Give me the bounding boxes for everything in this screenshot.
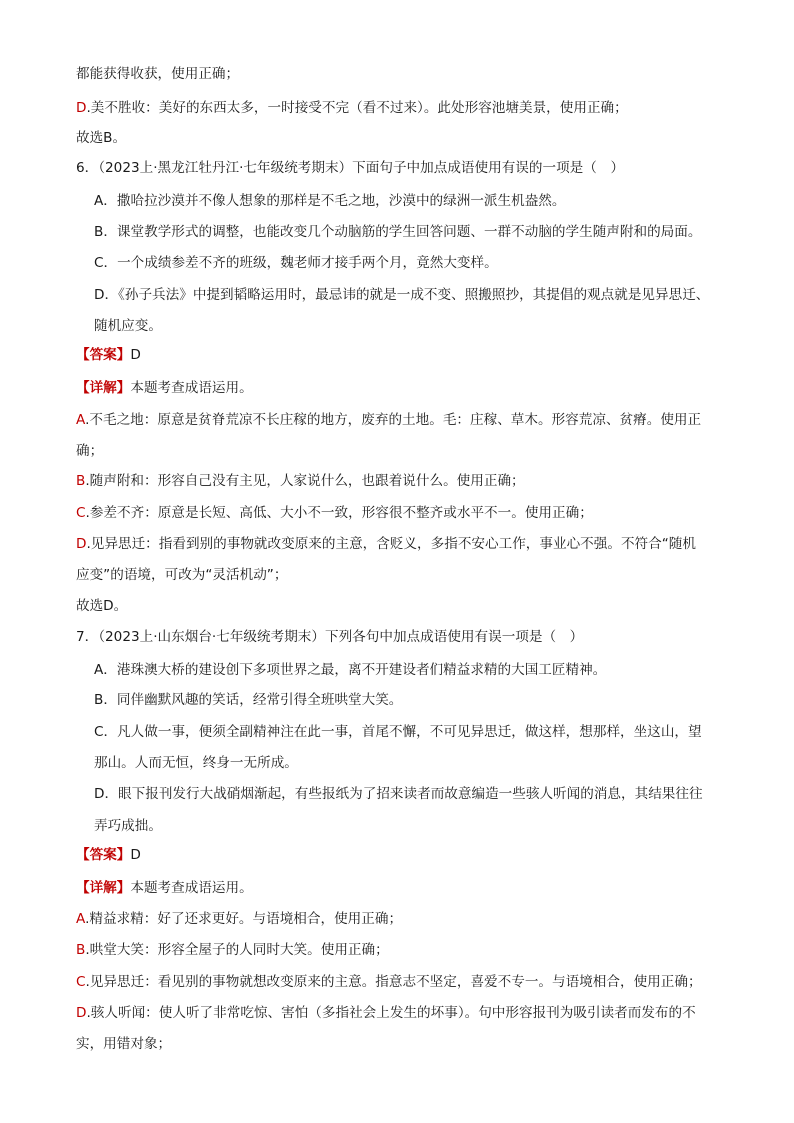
text-line: D.见异思迁：指看到别的事物就改变原来的主意，含贬义，多指不安心工作，事业心不强。不符合“随机 <box>76 536 696 552</box>
option-letter: D <box>76 100 87 116</box>
text-line: 故选D。 <box>76 598 128 614</box>
text-line: 确； <box>76 443 104 459</box>
question-7-stem: 7．（2023上·山东烟台·七年级统考期末）下列各句中加点成语使用有误一项是（ ） <box>76 629 584 645</box>
text-line: C.参差不齐：原意是长短、高低、大小不一致，形容很不整齐或水平不一。使用正确； <box>76 505 593 521</box>
text-line: 实，用错对象； <box>76 1036 172 1052</box>
question-6-option-d: D．《孙子兵法》中提到韬略运用时，最忌讳的就是一成不变、照搬照抄，其提倡的观点就是见异思迁、 <box>94 287 710 303</box>
option-letter: A <box>76 412 86 428</box>
question-7-option-a: A．港珠澳大桥的建设创下多项世界之最，离不开建设者们精益求精的大国工匠精神。 <box>94 662 607 678</box>
answer-line <box>76 345 141 365</box>
text-line: B.哄堂大笑：形容全屋子的人同时大笑。使用正确； <box>76 942 389 958</box>
text-line: 应变”的语境，可改为“灵活机动”； <box>76 567 288 583</box>
option-letter: D <box>76 1005 87 1021</box>
question-7-option-b: B．同伴幽默风趣的笑话，经常引得全班哄堂大笑。 <box>94 692 403 708</box>
answer-label: 【答案】 <box>76 847 131 863</box>
text-line: B.随声附和：形容自己没有主见，人家说什么，也跟着说什么。使用正确； <box>76 473 525 489</box>
answer-line <box>76 845 141 865</box>
question-6-option-b: B．课堂教学形式的调整，也能改变几个动脑筋的学生回答问题、一群不动脑的学生随声附和的局面。 <box>94 224 702 240</box>
option-letter: B <box>76 473 86 489</box>
option-letter: D <box>76 536 87 552</box>
text-line: D.美不胜收：美好的东西太多，一时接受不完（看不过来）。此处形容池塘美景，使用正确； <box>76 100 628 116</box>
question-7-option-c-cont: 那山。人而无恒，终身一无所成。 <box>94 755 298 771</box>
option-letter: B <box>76 942 86 958</box>
answer-value: D <box>130 847 141 863</box>
question-6-option-a: A．撒哈拉沙漠并不像人想象的那样是不毛之地，沙漠中的绿洲一派生机盎然。 <box>94 193 566 209</box>
answer-label: 【答案】 <box>76 347 131 363</box>
question-6-stem: 6．（2023上·黑龙江牡丹江·七年级统考期末）下面句子中加点成语使用有误的一项是（ ） <box>76 160 625 176</box>
question-7-option-d-cont: 弄巧成拙。 <box>94 818 162 834</box>
option-letter: A <box>76 911 86 927</box>
detail-line <box>76 878 253 898</box>
text-line: A.不毛之地：原意是贫脊荒凉不长庄稼的地方，废弃的土地。毛：庄稼、草木。形容荒凉、贫瘠。使用正 <box>76 412 702 428</box>
answer-value: D <box>130 347 141 363</box>
option-letter: C <box>76 505 86 521</box>
question-7-option-d: D．眼下报刊发行大战硝烟渐起，有些报纸为了招来读者而故意编造一些骇人听闻的消息，其结果往往 <box>94 786 703 802</box>
text-line: D.骇人听闻：使人听了非常吃惊、害怕（多指社会上发生的坏事）。句中形容报刊为吸引读者而发布的不 <box>76 1005 696 1021</box>
option-letter: C <box>76 974 86 990</box>
text-line: 故选B。 <box>76 130 127 146</box>
question-7-option-c: C．凡人做一事，便须全副精神注在此一事，首尾不懈，不可见异思迁，做这样，想那样，坐这山，望 <box>94 724 702 740</box>
detail-text: 本题考查成语运用。 <box>130 380 253 396</box>
detail-label: 【详解】 <box>76 880 131 896</box>
detail-text: 本题考查成语运用。 <box>130 880 253 896</box>
text-line: C.见异思迁：看见别的事物就想改变原来的主意。指意志不坚定，喜爱不专一。与语境相合，使用正确； <box>76 974 702 990</box>
question-6-option-d-cont: 随机应变。 <box>94 318 162 334</box>
detail-label: 【详解】 <box>76 380 131 396</box>
question-6-option-c: C．一个成绩参差不齐的班级，魏老师才接手两个月，竟然大变样。 <box>94 255 498 271</box>
text-line: A.精益求精：好了还求更好。与语境相合，使用正确； <box>76 911 403 927</box>
detail-line <box>76 378 253 398</box>
text-line: 都能获得收获，使用正确； <box>76 66 240 82</box>
